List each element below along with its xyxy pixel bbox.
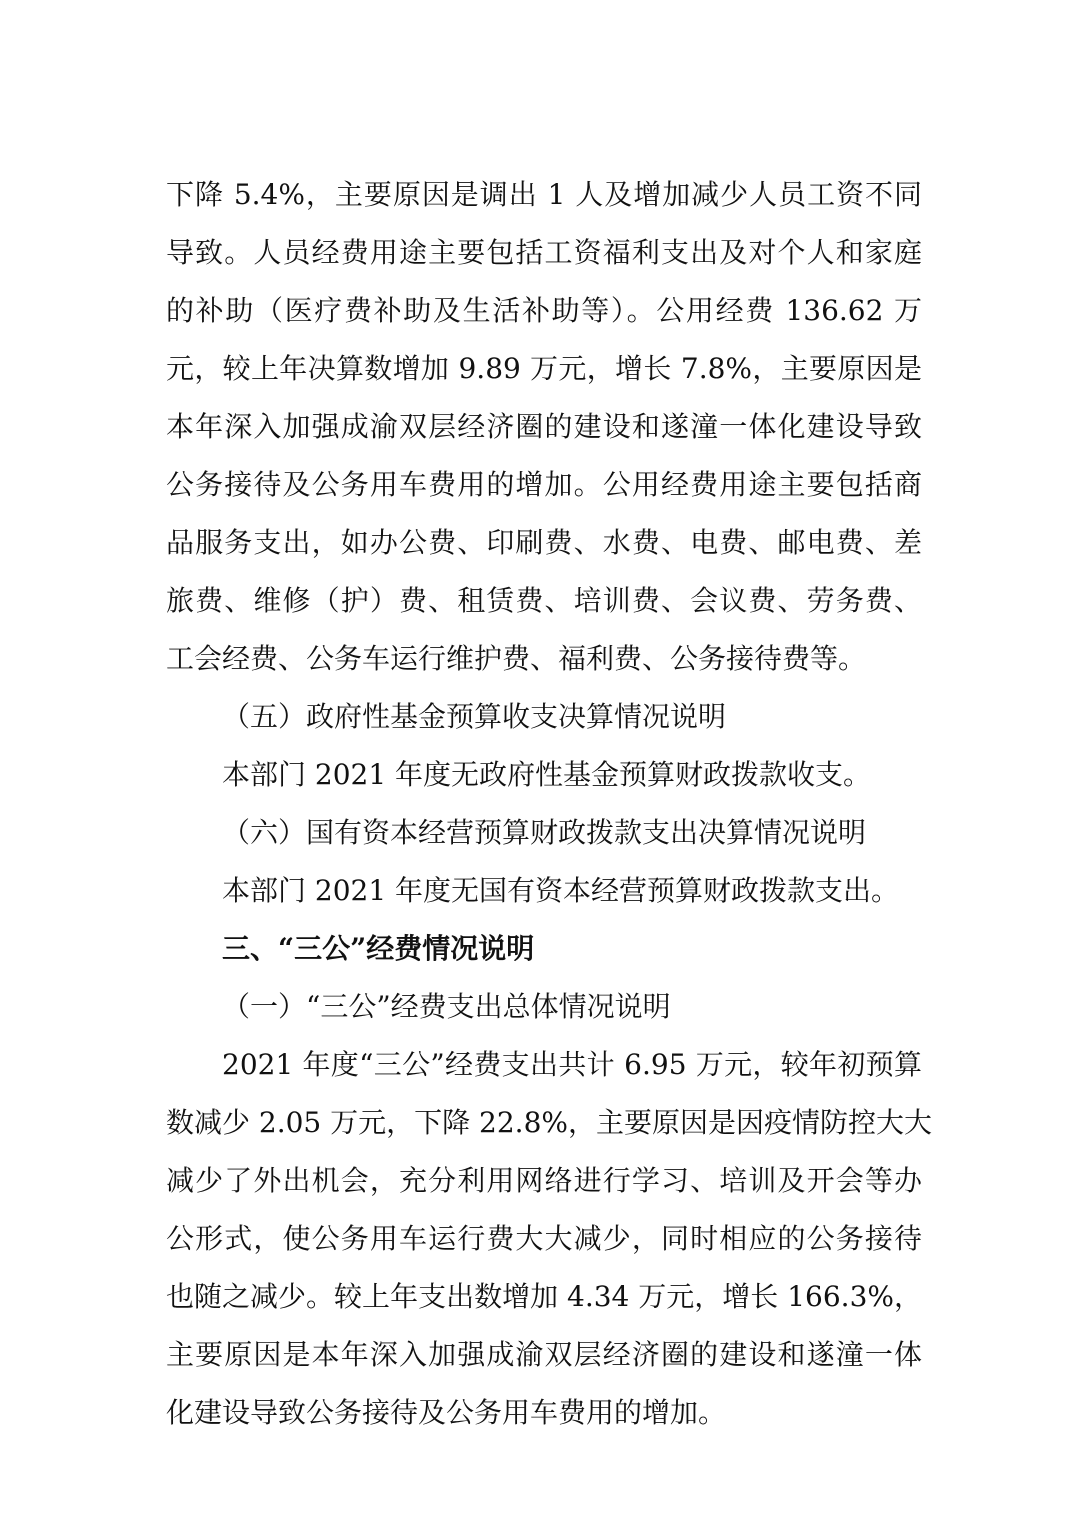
document-page [166,166,932,1442]
text-line: 减少了外出机会，充分利用网络进行学习、培训及开会等办 [166,1164,922,1197]
text-line: 也随之减少。较上年支出数增加 4.34 万元，增长 166.3%， [166,1280,922,1313]
text-line: 工会经费、公务车运行维护费、福利费、公务接待费等。 [166,642,867,675]
text-line: 化建设导致公务接待及公务用车费用的增加。 [166,1396,727,1429]
text-line: 旅费、维修（护）费、租赁费、培训费、会议费、劳务费、 [166,584,922,617]
text-line: 2021 年度“三公”经费支出共计 6.95 万元，较年初预算 [222,1048,922,1081]
text-line: 元，较上年决算数增加 9.89 万元，增长 7.8%，主要原因是 [166,352,922,385]
text-line: 公务接待及公务用车费用的增加。公用经费用途主要包括商 [166,468,922,501]
text-line: 导致。人员经费用途主要包括工资福利支出及对个人和家庭 [166,236,922,269]
part-heading-three-public-expenses: 三、“三公”经费情况说明 [222,932,535,965]
text-line: 公形式，使公务用车运行费大大减少，同时相应的公务接待 [166,1222,922,1255]
section-body-government-fund: 本部门 2021 年度无政府性基金预算财政拨款收支。 [222,758,872,791]
subsection-heading-overall: （一）“三公”经费支出总体情况说明 [222,990,671,1023]
text-line: 数减少 2.05 万元，下降 22.8%，主要原因是因疫情防控大大 [166,1106,932,1139]
text-line: 主要原因是本年深入加强成渝双层经济圈的建设和遂潼一体 [166,1338,922,1371]
paragraph-staff-public-expenses [166,166,922,688]
paragraph-three-public-overall [166,1036,932,1442]
text-line: 的补助（医疗费补助及生活补助等）。公用经费 136.62 万 [166,294,922,327]
text-line: 本年深入加强成渝双层经济圈的建设和遂潼一体化建设导致 [166,410,922,443]
section-heading-state-capital: （六）国有资本经营预算财政拨款支出决算情况说明 [222,816,867,849]
section-heading-government-fund: （五）政府性基金预算收支决算情况说明 [222,700,727,733]
section-body-state-capital: 本部门 2021 年度无国有资本经营预算财政拨款支出。 [222,874,900,907]
text-line: 品服务支出，如办公费、印刷费、水费、电费、邮电费、差 [166,526,922,559]
text-line: 下降 5.4%，主要原因是调出 1 人及增加减少人员工资不同 [166,178,922,211]
